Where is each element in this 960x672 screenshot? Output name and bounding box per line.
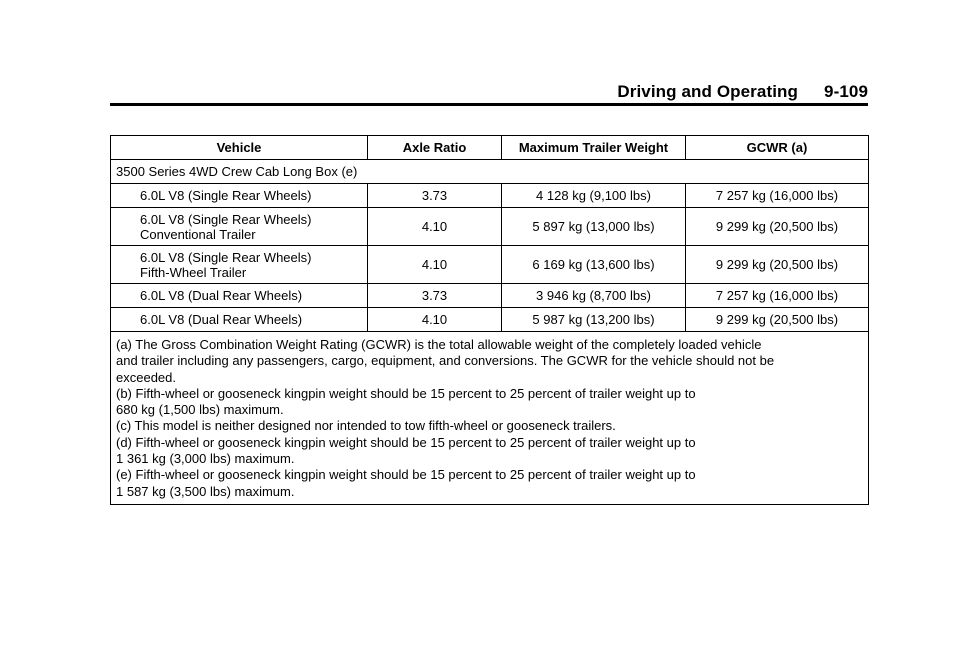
max-trailer-weight-cell: 6 169 kg (13,600 lbs)	[502, 246, 686, 284]
max-trailer-weight-cell: 5 897 kg (13,000 lbs)	[502, 208, 686, 246]
gcwr-cell: 9 299 kg (20,500 lbs)	[686, 308, 869, 332]
page-number: 9-109	[824, 82, 868, 101]
table-row	[111, 284, 869, 308]
footnote-line: (d) Fifth-wheel or gooseneck kingpin weight should be 15 percent to 25 percent of trailer weight up to	[116, 434, 696, 450]
footnote-line: (b) Fifth-wheel or gooseneck kingpin weight should be 15 percent to 25 percent of trailer weight up to	[116, 385, 696, 401]
footnote-line: (c) This model is neither designed nor intended to tow fifth-wheel or gooseneck trailers.	[116, 418, 616, 434]
gcwr-cell: 7 257 kg (16,000 lbs)	[686, 284, 869, 308]
table-row	[111, 208, 869, 246]
table-header-row	[111, 136, 869, 160]
footnote-line: 1 587 kg (3,500 lbs) maximum.	[116, 483, 295, 499]
vehicle-cell	[111, 184, 368, 208]
group-row	[111, 160, 869, 184]
vehicle-line: 6.0L V8 (Dual Rear Wheels)	[140, 312, 303, 327]
section-title: Driving and Operating	[617, 82, 799, 101]
max-trailer-weight-cell: 4 128 kg (9,100 lbs)	[502, 184, 686, 208]
footnote-line: exceeded.	[116, 369, 176, 385]
notes-row	[111, 332, 869, 505]
max-trailer-weight-cell: 3 946 kg (8,700 lbs)	[502, 284, 686, 308]
table-row	[111, 184, 869, 208]
page-header	[110, 82, 868, 102]
table-row	[111, 246, 869, 284]
axle-ratio-cell: 4.10	[368, 246, 502, 284]
vehicle-cell	[111, 284, 368, 308]
footnote-line: and trailer including any passengers, cargo, equipment, and conversions. The GCWR for the vehicle should not be	[116, 353, 775, 369]
gcwr-cell: 7 257 kg (16,000 lbs)	[686, 184, 869, 208]
header-text	[617, 82, 868, 102]
axle-ratio-cell: 3.73	[368, 184, 502, 208]
header-rule	[110, 103, 868, 106]
footnote-line: (a) The Gross Combination Weight Rating (GCWR) is the total allowable weight of the completely loaded vehicle	[116, 337, 762, 352]
footnote-line: 680 kg (1,500 lbs) maximum.	[116, 402, 284, 418]
footnote-line: 1 361 kg (3,000 lbs) maximum.	[116, 451, 295, 467]
axle-ratio-cell: 4.10	[368, 208, 502, 246]
vehicle-line: 6.0L V8 (Single Rear Wheels)	[140, 211, 312, 227]
gcwr-cell: 9 299 kg (20,500 lbs)	[686, 208, 869, 246]
vehicle-cell	[111, 208, 368, 246]
max-trailer-weight-cell: 5 987 kg (13,200 lbs)	[502, 308, 686, 332]
vehicle-line: 6.0L V8 (Single Rear Wheels)	[140, 188, 312, 203]
vehicle-cell	[111, 308, 368, 332]
trailer-weight-table	[110, 135, 869, 505]
column-header-max-trailer-weight: Maximum Trailer Weight	[502, 136, 686, 160]
column-header-gcwr: GCWR (a)	[686, 136, 869, 160]
vehicle-line: 6.0L V8 (Single Rear Wheels)	[140, 249, 312, 265]
vehicle-subline: Fifth-Wheel Trailer	[140, 264, 247, 280]
axle-ratio-cell: 3.73	[368, 284, 502, 308]
column-header-vehicle: Vehicle	[111, 136, 368, 160]
table-row	[111, 308, 869, 332]
group-label: 3500 Series 4WD Crew Cab Long Box (e)	[111, 160, 869, 184]
axle-ratio-cell: 4.10	[368, 308, 502, 332]
footnotes	[111, 332, 869, 505]
footnote-line: (e) Fifth-wheel or gooseneck kingpin weight should be 15 percent to 25 percent of trailer weight up to	[116, 467, 696, 483]
column-header-axle-ratio: Axle Ratio	[368, 136, 502, 160]
vehicle-line: 6.0L V8 (Dual Rear Wheels)	[140, 288, 303, 303]
vehicle-cell	[111, 246, 368, 284]
gcwr-cell: 9 299 kg (20,500 lbs)	[686, 246, 869, 284]
vehicle-subline: Conventional Trailer	[140, 226, 256, 242]
